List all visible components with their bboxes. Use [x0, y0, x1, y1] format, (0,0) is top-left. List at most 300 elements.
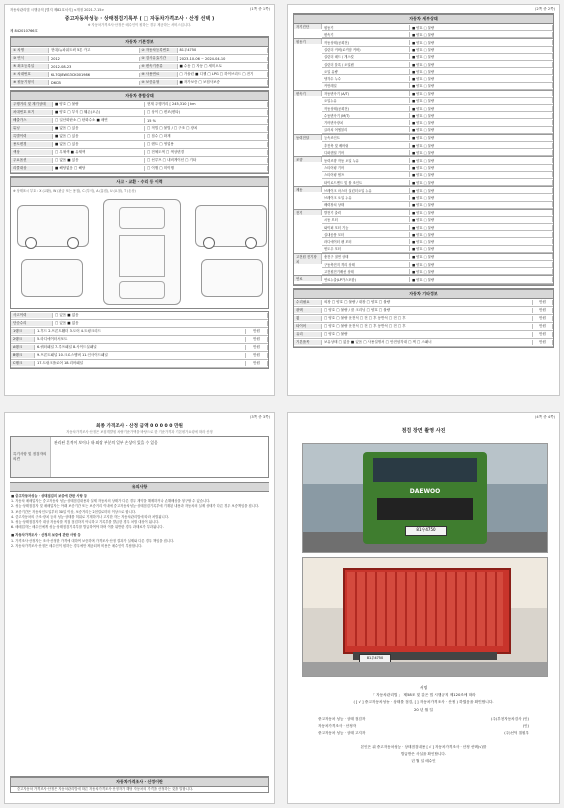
detail-group — [294, 157, 553, 187]
other-value: □ 양호 □ 불량 운전석 □ 전 □ 후 동반석 □ 전 □ 후 — [322, 316, 533, 321]
detail-item-row — [322, 39, 553, 46]
confirmation-law: 「 자동차관리법 」 제58조 및 같은 법 시행규칙 제120조에 따라 — [371, 693, 476, 697]
detail-item-state: ■ 양호 □ 불량 — [410, 150, 553, 155]
detail-item-row — [322, 238, 553, 245]
rank-parts: 6.쿼터패널 7.루프패널 8.사이드실패널 — [35, 345, 246, 350]
detail-item-state: ■ 양호 □ 불량 — [410, 25, 553, 30]
field-label: ④ 검사유효기간 — [140, 56, 178, 61]
rank-label: 1랭크 — [11, 329, 35, 334]
detail-item-row — [322, 127, 553, 134]
state-item: 리콜대상 — [11, 166, 53, 171]
other-estimate: 만원 — [533, 340, 553, 345]
other-estimate: 만원 — [533, 324, 553, 329]
detail-item-state: ■ 양호 □ 불량 — [410, 188, 553, 193]
detail-item-name: 실린더 커버(로커암 커버) — [322, 47, 410, 52]
detail-item-state: ■ 양호 □ 불량 — [410, 246, 553, 251]
state-detail: □ 렌트 □ 영업용 — [145, 142, 268, 147]
detail-group-label: 원동기 — [294, 39, 322, 44]
buyer-signature-line: 년 월 일 매수인 — [411, 759, 436, 763]
parts-rank-table — [11, 328, 268, 368]
detail-item-row — [322, 254, 553, 261]
rank-estimate: 만원 — [246, 361, 268, 366]
detail-item-name: 브레이크 오일 누유 — [322, 195, 410, 200]
basic-info-section — [10, 36, 269, 88]
detail-item-state: ■ 양호 □ 불량 — [410, 91, 553, 96]
detail-state-section — [293, 13, 554, 286]
wheel-icon — [25, 237, 37, 249]
detail-item-state: ■ 양호 □ 불량 — [410, 98, 553, 103]
rank-label: C랭크 — [11, 361, 35, 366]
state-item: 주행거리 및 계기상태 — [11, 102, 53, 107]
basic-info-table — [11, 47, 268, 87]
basic-info-row — [11, 79, 268, 87]
wheel-icon — [203, 237, 215, 249]
detail-item-state: ■ 양호 □ 불량 — [410, 76, 553, 81]
detail-item-row — [322, 135, 553, 142]
detail-item-state: ■ 양호 □ 불량 — [410, 202, 553, 207]
detail-item-state: ■ 양호 □ 불량 — [410, 47, 553, 52]
signer-row — [288, 716, 559, 723]
rank-parts: 5.라디에이터서포트 — [35, 337, 246, 342]
notice-paragraph: 5. 성능·상태점검자가 대상 자동차를 직접 점검하지 아니하고 기록부를 발급한 경우 처벌 대상이 됩니다. — [11, 520, 160, 525]
general-state-row — [11, 157, 268, 165]
detail-item-state: ■ 양호 □ 불량 — [410, 269, 553, 274]
field-value: KL7GJ8WG3CK001986 — [49, 73, 140, 77]
state-item: 용도변경 — [11, 142, 53, 147]
accident-legend: ※ 상태표시 부호 : X (교환), W (판금 또는 용접), C (부식), A (흠집), U (요철), T (손상) — [13, 189, 136, 193]
notice-section-heading: ■ 자동차가격조사 · 산정의 보증에 관한 사항 등 — [11, 533, 81, 538]
confirmation-date: 20 년 월 일 — [414, 708, 433, 712]
detail-item-name: 실내송풍 모터 — [322, 232, 410, 237]
detail-group-items — [322, 39, 553, 89]
general-state-row — [11, 101, 268, 109]
detail-item-state: ■ 양호 □ 불량 — [410, 239, 553, 244]
detail-item-row — [322, 210, 553, 217]
detail-group — [294, 276, 553, 284]
detail-item-row — [322, 149, 553, 156]
truck-brand: DAEWOO — [409, 488, 441, 495]
price-definition-box — [10, 776, 269, 793]
truck-front-photo — [302, 443, 548, 553]
detail-item-name: 디퍼렌셜 기어 — [322, 150, 410, 155]
detail-item-name: 배력장치 상태 — [322, 202, 410, 207]
page-3 — [4, 412, 275, 804]
rank-label: 2랭크 — [11, 337, 35, 342]
state-detail: □ 전체도색 □ 색상변경 — [145, 150, 268, 155]
field-value: □ 가솔린 ■ 디젤 □ LPG □ 하이브리드 □ 전기 — [178, 72, 269, 77]
other-info-section — [293, 288, 554, 348]
opinion-box — [10, 436, 269, 478]
truck-rear-photo — [302, 557, 548, 677]
opinion-label: 특기사항 및 점검자의 의견 — [11, 437, 51, 477]
detail-group — [294, 24, 553, 39]
other-label: 수리필요 — [294, 300, 322, 305]
detail-group-label: 변속기 — [294, 91, 322, 96]
section-title: 자동차 세부상태 — [294, 14, 553, 24]
field-value: 81우4750 — [178, 48, 269, 53]
signer-row — [288, 730, 559, 737]
basic-info-row — [11, 63, 268, 71]
page-4 — [287, 412, 560, 804]
car-hood-outline — [119, 207, 165, 229]
accident-history-section — [10, 311, 269, 369]
detail-item-name: 오일 유량 — [322, 69, 410, 74]
detail-item-row — [322, 217, 553, 224]
detail-item-name: 등속조인트 — [322, 135, 410, 140]
car-front-diagram — [21, 259, 83, 297]
other-info-row — [294, 315, 553, 323]
detail-item-state: ■ 양호 □ 불량 — [410, 165, 553, 170]
detail-group-label: 전기 — [294, 210, 322, 215]
field-value: 2012-08-23 — [49, 65, 140, 69]
state-detail: □ 상이 □ 변조(변타) — [145, 110, 268, 115]
detail-item-state: ■ 양호 □ 불량 — [410, 135, 553, 140]
state-value: ■ 양호 □ 불량 — [53, 102, 145, 107]
detail-item-state: ■ 양호 □ 불량 — [410, 69, 553, 74]
other-info-table — [294, 299, 553, 347]
other-estimate: 만원 — [533, 308, 553, 313]
detail-item-name: 라디에이터 팬 모터 — [322, 239, 410, 244]
detail-item-name: 스티어링 펌프 — [322, 172, 410, 177]
buyer-confirmation: 본인은 위 중고자동차성능 · 상태점검내용 [ √ ] 자동차가격조사 · 산정 선택(√)를 — [360, 745, 487, 749]
detail-item-name: 커먼레일 — [322, 83, 410, 88]
parts-rank-row — [11, 328, 268, 336]
notice-paragraph: 3. 보증기간은 자동차인도일부터 30일 이상, 보증거리는 2천킬로미터 이상으로 합니다. — [11, 509, 137, 514]
detail-item-row — [322, 165, 553, 172]
detail-item-state: ■ 양호 □ 불량 — [410, 217, 553, 222]
state-value: ■ 없음 □ 있음 — [53, 126, 145, 131]
state-value: □ 없음 ■ 있음 — [53, 158, 145, 163]
detail-item-row — [322, 75, 553, 82]
other-label: 유리 — [294, 332, 322, 337]
signer-name: (인) — [522, 724, 529, 728]
detail-item-row — [322, 91, 553, 98]
field-value: D6CB — [49, 81, 140, 85]
detail-item-row — [322, 268, 553, 275]
final-price-title: 최종 가격조사 · 산정 금액 0 0 0 0 0 만원 — [96, 424, 183, 429]
state-value: ■ 해당없음 □ 해당 — [53, 166, 145, 171]
detail-item-name: 추진축 및 베어링 — [322, 143, 410, 148]
detail-item-row — [322, 54, 553, 61]
state-detail: □ 적법 □ 불법 / □ 구조 □ 장치 — [145, 126, 268, 131]
general-state-section — [10, 90, 269, 174]
detail-item-row — [322, 157, 553, 164]
field-label: ⑧ 사용연료 — [140, 72, 178, 77]
basic-info-row — [11, 71, 268, 79]
detail-group-label: 자기진단 — [294, 24, 322, 29]
page-title: 중고자동차성능 · 상태점검기록부 ( □ 자동차가격조사 · 산정 선택 ) — [64, 16, 215, 22]
section-title: 자동차 종합상태 — [11, 91, 268, 101]
detail-group — [294, 91, 553, 135]
confirmation-section — [288, 693, 559, 764]
detail-item-row — [322, 98, 553, 105]
other-estimate: 만원 — [533, 332, 553, 337]
general-state-table — [11, 101, 268, 173]
detail-item-row — [322, 47, 553, 54]
detail-item-name: 동력조향 작동 오일 누유 — [322, 158, 410, 163]
detail-group — [294, 254, 553, 277]
accident-history-row — [11, 320, 268, 328]
detail-item-name: 스티어링 기어 — [322, 165, 410, 170]
field-value: 2012 — [49, 57, 140, 61]
detail-item-name: 충전구 절연 상태 — [322, 254, 410, 259]
other-info-row — [294, 323, 553, 331]
state-item: 주요옵션 — [11, 158, 53, 163]
other-info-row — [294, 299, 553, 307]
detail-item-state: ■ 양호 □ 불량 — [410, 232, 553, 237]
confirmation-text: ( [ √ ] 중고자동차성능 · 상태를 점검, [ ] 자동차가격조사 · 산정 ) 하였음을 확인합니다. — [353, 700, 494, 704]
section-title: 사고 · 교환 · 수리 등 이력 — [11, 177, 268, 187]
document-number: 제 842010766호 — [10, 29, 38, 33]
parts-rank-row — [11, 344, 268, 352]
notice-paragraph: 2. 성능·상태점검자 및 매매업자는 아래 보증기간 또는 보증거리 이내에 중고자동차성능·상태점검기록부에 기재된 내용과 자동차의 실제 상태가 다른 경우 보증책임을 집니다. — [11, 504, 260, 509]
parts-rank-row — [11, 352, 268, 360]
price-definition-text: 중고자동차 가격조사·산정은 자동차관리법에 따른 자동차가격조사·산정자가 해당 자동차의 가격을 산정하는 것을 말합니다. — [17, 786, 194, 791]
detail-item-row — [322, 187, 553, 194]
detail-item-name: 발전기 출력 — [322, 210, 410, 215]
accident-value: □ 있음 ■ 없음 — [53, 313, 268, 318]
detail-item-row — [322, 231, 553, 238]
parts-rank-row — [11, 336, 268, 344]
detail-group-label: 동력전달 — [294, 135, 322, 140]
state-value: ■ 양호 □ 부식 □ 훼손(오손) — [53, 110, 145, 115]
rank-estimate: 만원 — [246, 353, 268, 358]
state-detail: □ 이행 □ 미이행 — [145, 166, 268, 171]
detail-item-state: ■ 양호 □ 불량 — [410, 172, 553, 177]
rank-parts: 9.프론트패널 10.크로스멤버 11.인사이드패널 — [35, 353, 246, 358]
field-label: ⑩ 보증유형 — [140, 80, 178, 85]
signer-row — [288, 723, 559, 730]
detail-item-name: 냉각수 누수 — [322, 76, 410, 81]
detail-item-name: 작동상태(공회전) — [322, 40, 410, 45]
state-item: 색상 — [11, 150, 53, 155]
general-state-row — [11, 133, 268, 141]
detail-group-label: 연료 — [294, 276, 322, 281]
detail-group — [294, 210, 553, 254]
other-value: □ 양호 □ 불량 — [322, 332, 533, 337]
detail-item-name: 수동변속기 (M/T) — [322, 113, 410, 118]
field-label: ① 차명 — [11, 48, 49, 53]
detail-group-items — [322, 24, 553, 38]
detail-group-label: 제동 — [294, 187, 322, 192]
detail-item-state: ■ 양호 □ 불량 — [410, 127, 553, 132]
rank-label: A랭크 — [11, 345, 35, 350]
detail-item-name: 기어변속장치 — [322, 120, 410, 125]
detail-item-name: 오일누유 — [322, 98, 410, 103]
other-value: □ 양호 □ 불량 운전석 □ 전 □ 후 동반석 □ 전 □ 후 — [322, 324, 533, 329]
state-item: 차대번호 표기 — [11, 110, 53, 115]
detail-item-name: 타이로드엔드 및 볼 조인트 — [322, 180, 410, 185]
state-value: ■ 없음 □ 있음 — [53, 134, 145, 139]
detail-item-state: ■ 양호 □ 불량 — [410, 120, 553, 125]
car-roof-outline — [119, 235, 165, 277]
detail-item-name: 연료누출(LP가스포함) — [322, 277, 410, 282]
page-number: (1쪽 중 1쪽) — [249, 7, 270, 11]
detail-item-name: 구동축전지 격리 상태 — [322, 262, 410, 267]
signature-label: 서명 — [419, 685, 428, 690]
detail-group — [294, 135, 553, 158]
notice-paragraph: 1. 가격조사·산정자는 조사·산정한 가격에 대하여 보증하며 가격조사·산정 결과가 실제와 다른 경우 책임을 집니다. — [11, 538, 175, 543]
rear-license-plate: 81우4750 — [359, 654, 391, 663]
page-2 — [287, 4, 560, 396]
state-item: 튜닝 — [11, 126, 53, 131]
signer-name: (주)부천자동차검사 (인) — [491, 717, 529, 721]
general-state-row — [11, 141, 268, 149]
detail-item-state: ■ 양호 □ 불량 — [410, 254, 553, 259]
page-1 — [4, 4, 275, 396]
accident-section — [10, 176, 269, 309]
state-item: 특별이력 — [11, 134, 53, 139]
rank-label: B랭크 — [11, 353, 35, 358]
signer-list — [288, 716, 559, 737]
detail-item-name: 실린더 헤드 / 개스킷 — [322, 54, 410, 59]
detail-item-state: ■ 양호 □ 불량 — [410, 62, 553, 67]
detail-item-state: ■ 양호 □ 불량 — [410, 54, 553, 59]
detail-group-label: 고전원 전기장치 — [294, 254, 322, 264]
detail-item-name: 클러치 어셈블리 — [322, 127, 410, 132]
other-value: □ 양호 □ 불량 / 룸 크리닝 □ 양호 □ 불량 — [322, 308, 533, 313]
general-state-row — [11, 165, 268, 173]
detail-item-row — [322, 119, 553, 126]
notice-title: 유의사항 — [10, 482, 269, 492]
detail-item-row — [322, 194, 553, 201]
detail-item-name: 와이퍼 모터 기능 — [322, 225, 410, 230]
detail-item-state: ■ 양호 □ 불량 — [410, 143, 553, 148]
state-detail: 현재 주행거리 [ 245,310 ] km — [145, 102, 268, 107]
notice-paragraph: 1. 자동차 매매업자는 중고자동차 성능·상태점검내용과 실제 자동차의 상태가 다른 경우 계약을 해제하거나 손해배상을 청구할 수 있습니다. — [11, 499, 211, 504]
law-header: 자동차관리법 시행규칙 [별지 제82호서식] <개정 2021.7.15> — [10, 8, 105, 12]
final-price-subtitle: 자동차가격조사·산정은 보험개발원 차량기준가액을 바탕으로 한 기준가격과 기본평가요령에 따라 산정 — [66, 430, 213, 434]
page-number: (3쪽 중 3쪽) — [249, 415, 270, 419]
detail-item-name: 윈도우 모터 — [322, 246, 410, 251]
detail-item-state: ■ 양호 □ 불량 — [410, 106, 553, 111]
field-label: ③ 연식 — [11, 56, 49, 61]
state-detail: 15 % — [145, 119, 268, 123]
state-detail: □ 침수 □ 화재 — [145, 134, 268, 139]
state-value: □ 무채색 ■ 유채색 — [53, 150, 145, 155]
state-value: ■ 없음 □ 있음 — [53, 142, 145, 147]
field-label: ⑦ 차대번호 — [11, 72, 49, 77]
signer-name: (주)선덕 칠원우 — [504, 731, 529, 735]
field-value: ■ 수동 □ 자동 □ 세미오토 — [178, 64, 269, 69]
other-estimate: 만원 — [533, 300, 553, 305]
accident-label: 사고이력 — [11, 313, 53, 318]
truck-grille — [377, 498, 473, 520]
detail-item-row — [322, 261, 553, 268]
state-value: □ 일산화탄소 □ 탄화수소 ■ 매연 — [53, 118, 145, 123]
detail-item-state: ■ 양호 □ 불량 — [410, 195, 553, 200]
accident-history-row — [11, 312, 268, 320]
state-item: 배출가스 — [11, 118, 53, 123]
detail-item-row — [322, 202, 553, 209]
detail-item-state: ■ 양호 □ 불량 — [410, 83, 553, 88]
notice-paragraph: 2. 자동차가격조사·산정은 매수인이 원하는 경우에만 제공되며 비용은 매수인이 부담합니다. — [11, 543, 143, 548]
notice-paragraphs — [5, 499, 274, 530]
detail-group-items — [322, 187, 553, 209]
truck-windshield — [373, 458, 477, 482]
detail-item-state: ■ 양호 □ 불량 — [410, 40, 553, 45]
other-estimate: 만원 — [533, 316, 553, 321]
page-subtitle: ※ 자동차가격조사·산정은 매수인이 원하는 경우 제공하는 서비스입니다. — [87, 23, 192, 27]
detail-item-row — [322, 31, 553, 38]
detail-group — [294, 39, 553, 90]
general-state-row — [11, 109, 268, 117]
page-number: (4쪽 중 4쪽) — [534, 415, 555, 419]
detail-group-items — [322, 210, 553, 253]
rank-estimate: 만원 — [246, 345, 268, 350]
notice-section-heading: ■ 중고자동차성능 · 상태점검의 보증에 관한 사항 등 — [11, 494, 88, 498]
detail-item-name: 브레이크 마스터 실린더오일 누유 — [322, 188, 410, 193]
general-state-row — [11, 149, 268, 157]
detail-group-items — [322, 135, 553, 157]
detail-state-table — [294, 24, 553, 285]
detail-group-items — [322, 254, 553, 276]
detail-item-row — [322, 112, 553, 119]
other-value: 외장 □ 양호 □ 불량 / 내장 □ 양호 □ 불량 — [322, 300, 533, 305]
price-definition-title: 자동차가격조사 · 산정이란 — [11, 777, 268, 787]
detail-item-state: ■ 양호 □ 불량 — [410, 113, 553, 118]
detail-group-items — [322, 276, 553, 283]
photo-title: 점검 장면 촬영 사진 — [401, 428, 446, 434]
detail-item-state: ■ 양호 □ 불량 — [410, 210, 553, 215]
detail-item-row — [322, 24, 553, 31]
other-label: 기본품목 — [294, 340, 322, 345]
detail-item-name: 시동 모터 — [322, 217, 410, 222]
notice-paragraph: 6. 매매업자는 매수인에게 성능·상태점검기록부를 발급하여야 하며 이를 위반한 경우 과태료가 부과됩니다. — [11, 525, 164, 530]
detail-item-row — [322, 105, 553, 112]
field-value: 현대/뉴파워트럭 5톤 카고 — [49, 48, 140, 53]
detail-item-row — [322, 224, 553, 231]
detail-group-label: 조향 — [294, 157, 322, 162]
signer-role: 중고자동차 성능 · 상태 고지자 — [318, 731, 366, 735]
buyer-confirmation-2: 발급받은 사실을 확인합니다. — [400, 752, 447, 756]
detail-item-name: 변속기 — [322, 32, 410, 37]
detail-item-row — [322, 246, 553, 253]
field-value: 2023-10-06 ~ 2024-04-10 — [178, 57, 269, 61]
accident-label: 단순수리 — [11, 321, 53, 326]
detail-item-state: ■ 양호 □ 불량 — [410, 262, 553, 267]
detail-item-name: 실린더 블록 / 오일팬 — [322, 62, 410, 67]
detail-item-name: 원동기 — [322, 25, 410, 30]
detail-item-name: 고전원전기배선 상태 — [322, 269, 410, 274]
detail-item-row — [322, 61, 553, 68]
other-label: 광택 — [294, 308, 322, 313]
accident-value: □ 있음 ■ 없음 — [53, 321, 268, 326]
other-info-row — [294, 331, 553, 339]
section-title: 자동차 기타정보 — [294, 289, 553, 299]
detail-group-items — [322, 91, 553, 134]
detail-group-items — [322, 157, 553, 186]
field-label: ② 자동차등록번호 — [140, 48, 178, 53]
other-info-row — [294, 339, 553, 347]
rank-parts: 17.트렁크플로어 18.리어패널 — [35, 361, 246, 366]
field-value: ■ 자가보증 □ 보험사보증 — [178, 80, 269, 85]
detail-item-row — [322, 142, 553, 149]
notice-paragraphs — [5, 539, 274, 549]
detail-item-row — [322, 172, 553, 179]
license-plate: 81우4750 — [405, 526, 447, 536]
detail-item-state: ■ 양호 □ 불량 — [410, 277, 553, 282]
detail-item-state: ■ 양호 □ 불량 — [410, 158, 553, 163]
detail-item-name: 작동상태(공회전) — [322, 106, 410, 111]
detail-item-row — [322, 276, 553, 283]
rank-estimate: 만원 — [246, 337, 268, 342]
basic-info-row — [11, 55, 268, 63]
signer-role: 자동차가격조사 · 산정자 — [318, 724, 357, 728]
section-title: 자동차 기본정보 — [11, 37, 268, 47]
page-number: (2쪽 중 2쪽) — [534, 7, 555, 11]
notice-paragraph: 4. 중고자동차의 구조·장치 등의 성능·상태를 허위로 기재하거나 고지한 자는 자동차관리법에 따라 처벌됩니다. — [11, 514, 169, 519]
